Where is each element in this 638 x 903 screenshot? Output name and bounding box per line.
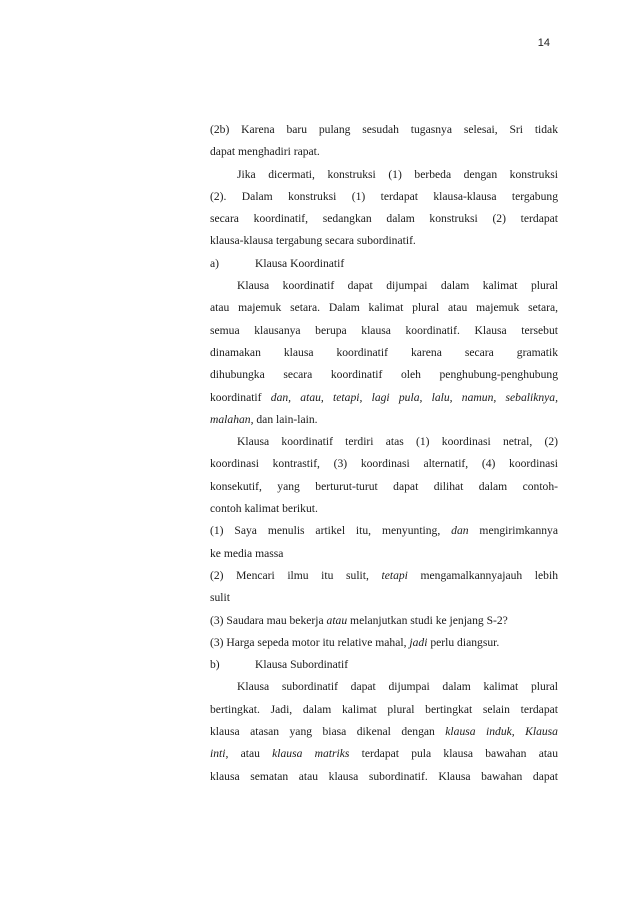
text-segment: dihubungka secara koordinatif oleh penghubung-penghubung	[210, 368, 558, 382]
text-line	[210, 766, 558, 788]
text-segment: Klausa subordinatif dapat dijumpai dalam kalimat plural	[237, 680, 558, 694]
text-line	[210, 743, 558, 765]
text-segment: ke media massa	[210, 546, 284, 560]
text-line	[210, 164, 558, 186]
text-segment: Klausa Subordinatif	[255, 658, 349, 672]
text-line	[210, 253, 558, 275]
text-segment: (1) Saya menulis artikel itu, menyunting,	[210, 524, 452, 538]
text-line	[210, 520, 558, 542]
text-segment: dan lain-lain.	[253, 412, 318, 426]
text-segment: perlu diangsur.	[427, 635, 500, 649]
text-line	[210, 587, 558, 609]
text-segment: klausa sematan atau klausa subordinatif. Klausa bawahan dapat	[210, 769, 558, 783]
italic-term: jadi	[409, 635, 428, 649]
text-segment: terdapat pula klausa bawahan atau	[349, 747, 558, 761]
text-segment: secara koordinatif, sedangkan dalam konstruksi (2) terdapat	[210, 212, 558, 226]
text-line	[210, 654, 558, 676]
text-line	[210, 342, 558, 364]
text-segment: Klausa koordinatif terdiri atas (1) koordinasi netral, (2)	[237, 435, 558, 449]
text-line	[210, 610, 558, 632]
text-segment: Klausa Koordinatif	[255, 256, 345, 270]
text-line	[210, 320, 558, 342]
text-segment: (2b) Karena baru pulang sesudah tugasnya selesai, Sri tidak	[210, 123, 558, 136]
text-segment: dinamakan klausa koordinatif karena secara gramatik	[210, 345, 558, 359]
text-segment: (2). Dalam konstruksi (1) terdapat klausa-klausa tergabung	[210, 189, 558, 203]
text-segment: melanjutkan studi ke jenjang S-2?	[347, 613, 508, 627]
text-segment: (3) Harga sepeda motor itu relative mahal,	[210, 635, 410, 649]
text-segment: semua klausanya berupa klausa koordinatif. Klausa tersebut	[210, 323, 558, 337]
text-line	[210, 565, 558, 587]
text-segment: mengirimkannya	[468, 524, 558, 538]
text-line	[210, 141, 558, 163]
text-segment: dapat menghadiri rapat.	[210, 145, 320, 159]
text-line	[210, 119, 558, 141]
italic-term: dan, atau, tetapi, lagi pula, lalu, namun, sebaliknya,	[270, 390, 558, 404]
italic-term: inti,	[210, 747, 229, 761]
text-segment: konsekutif, yang berturut-turut dapat dilihat dalam contoh-	[210, 479, 558, 493]
text-line	[210, 431, 558, 453]
text-line	[210, 632, 558, 654]
italic-term: klausa matriks	[272, 747, 350, 761]
text-line	[210, 699, 558, 721]
text-line	[210, 453, 558, 475]
text-segment: bertingkat. Jadi, dalam kalimat plural bertingkat selain terdapat	[210, 702, 558, 716]
italic-term: malahan,	[210, 412, 254, 426]
text-segment: atau majemuk setara. Dalam kalimat plural atau majemuk setara,	[210, 301, 558, 315]
page-number: 14	[537, 37, 550, 49]
text-segment: atau	[228, 747, 273, 761]
text-line	[210, 208, 558, 230]
text-line	[210, 186, 558, 208]
text-segment: klausa-klausa tergabung secara subordinatif.	[210, 234, 416, 248]
italic-term: atau	[326, 613, 348, 627]
text-line	[210, 721, 558, 743]
text-line	[210, 275, 558, 297]
text-line	[210, 476, 558, 498]
text-line	[210, 230, 558, 252]
text-segment: klausa atasan yang biasa dikenal dengan	[210, 725, 446, 739]
text-line	[210, 387, 558, 409]
section-label: b)	[210, 658, 220, 672]
text-line	[210, 498, 558, 520]
text-line	[210, 364, 558, 386]
italic-term: dan	[451, 524, 469, 538]
text-segment: (2) Mencari ilmu itu sulit,	[210, 568, 382, 582]
italic-term: tetapi	[381, 568, 408, 582]
text-segment: koordinatif	[210, 390, 271, 404]
text-segment: Klausa koordinatif dapat dijumpai dalam kalimat plural	[237, 279, 558, 293]
text-line	[210, 676, 558, 698]
text-segment: Jika dicermati, konstruksi (1) berbeda dengan konstruksi	[237, 167, 558, 181]
text-segment: mengamalkannyajauh lebih	[407, 568, 558, 582]
body-text	[210, 119, 558, 788]
text-segment: sulit	[210, 591, 230, 605]
text-segment: (3) Saudara mau bekerja	[210, 613, 327, 627]
italic-term: klausa induk, Klausa	[445, 725, 558, 739]
section-label: a)	[210, 256, 220, 270]
text-line	[210, 297, 558, 319]
text-line	[210, 409, 558, 431]
text-segment: contoh kalimat berikut.	[210, 502, 318, 516]
text-line	[210, 543, 558, 565]
text-segment: koordinasi kontrastif, (3) koordinasi alternatif, (4) koordinasi	[210, 457, 558, 471]
